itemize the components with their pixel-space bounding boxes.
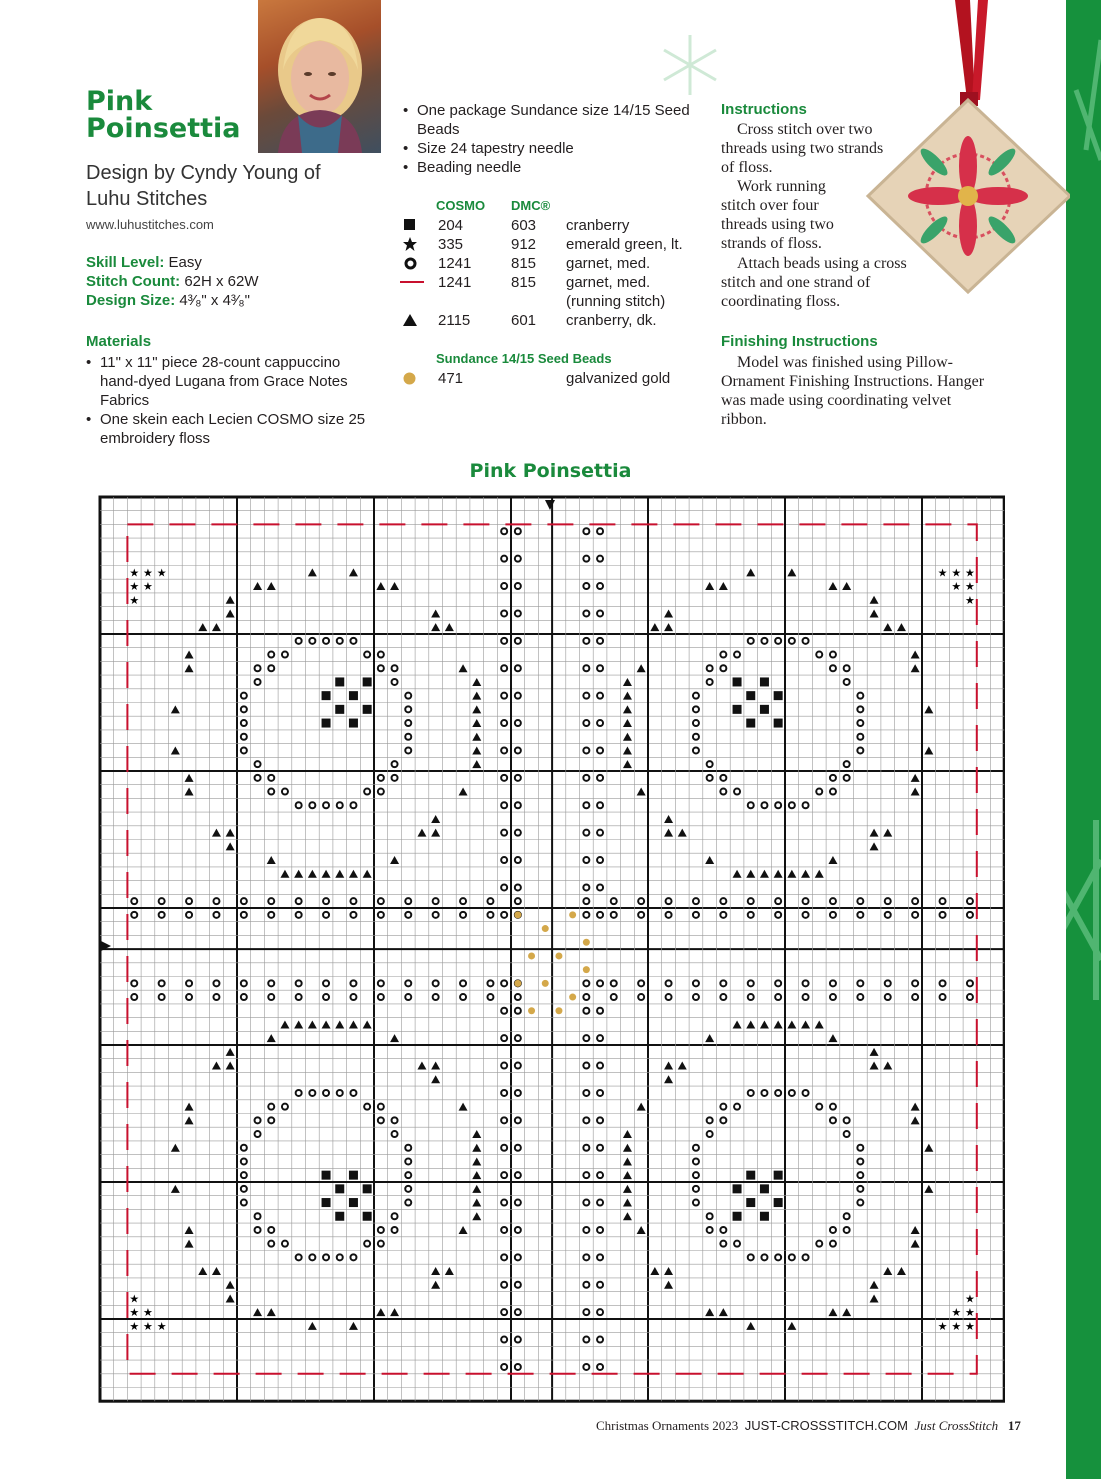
instructions-paragraph: Cross stitch over two threads using two strands of floss. bbox=[721, 121, 884, 176]
star-mark: ★ bbox=[156, 567, 167, 580]
key-col-cosmo: COSMO bbox=[436, 198, 486, 213]
key-col-dmc: DMC® bbox=[511, 198, 551, 213]
footer-brand: Just CrossStitch bbox=[914, 1418, 999, 1433]
finishing-paragraph: Model was finished using Pillow-Ornament Finishing Instructions. Hanger was made using coordinating velvet ribbon. bbox=[721, 354, 985, 428]
instructions-paragraph: Work running stitch over four threads using two strands of floss. bbox=[721, 178, 834, 252]
list-item: • Size 24 tapestry needle bbox=[403, 139, 693, 158]
square-mark bbox=[335, 1184, 344, 1193]
square-mark bbox=[760, 1212, 769, 1221]
square-mark bbox=[322, 719, 331, 728]
square-mark bbox=[760, 1184, 769, 1193]
star-mark: ★ bbox=[965, 1307, 975, 1320]
square-mark bbox=[746, 1171, 755, 1180]
bead-mark bbox=[583, 966, 590, 973]
snowflake-icon bbox=[1066, 0, 1101, 1479]
square-mark bbox=[733, 705, 742, 714]
list-item: • 11" x 11" piece 28-count cappuccino hand-dyed Lugana from Grace Notes Fabrics bbox=[86, 353, 378, 410]
star-mark: ★ bbox=[129, 594, 140, 607]
star-mark: ★ bbox=[965, 1293, 975, 1306]
star-mark: ★ bbox=[937, 1320, 948, 1333]
square-mark bbox=[774, 1171, 783, 1180]
star-mark: ★ bbox=[156, 1320, 167, 1333]
square-mark bbox=[363, 1184, 372, 1193]
materials-list bbox=[86, 353, 378, 448]
square-mark bbox=[363, 677, 372, 686]
square-mark bbox=[774, 691, 783, 700]
star-mark: ★ bbox=[951, 1320, 962, 1333]
footer-site[interactable]: JUST-CROSSSTITCH.COM bbox=[744, 1418, 908, 1433]
square-mark bbox=[774, 1198, 783, 1207]
footer-issue: Christmas Ornaments 2023 bbox=[596, 1418, 739, 1433]
key-row: 335 912 emerald green, lt. bbox=[400, 235, 720, 254]
list-item: • One package Sundance size 14/15 Seed Beads bbox=[403, 101, 693, 139]
cross-stitch-chart bbox=[97, 494, 1005, 1404]
square-mark bbox=[335, 677, 344, 686]
beads-heading: Sundance 14/15 Seed Beads bbox=[436, 351, 612, 366]
star-symbol-icon bbox=[403, 237, 417, 251]
bead-mark bbox=[583, 939, 590, 946]
finishing-heading: Finishing Instructions bbox=[721, 333, 878, 350]
star-mark: ★ bbox=[129, 1293, 140, 1306]
star-mark: ★ bbox=[951, 567, 962, 580]
key-row: 1241 815 garnet, med. bbox=[400, 254, 720, 273]
square-mark bbox=[760, 705, 769, 714]
designer-photo bbox=[258, 0, 381, 153]
bead-mark bbox=[555, 1007, 562, 1014]
bead-mark bbox=[514, 980, 521, 987]
star-mark: ★ bbox=[937, 567, 948, 580]
star-mark: ★ bbox=[965, 567, 975, 580]
bead-mark bbox=[528, 952, 535, 959]
star-mark: ★ bbox=[129, 567, 140, 580]
star-mark: ★ bbox=[143, 567, 153, 580]
star-mark: ★ bbox=[129, 581, 140, 594]
circle-symbol-icon bbox=[404, 257, 417, 270]
square-mark bbox=[733, 1184, 742, 1193]
bead-mark bbox=[542, 980, 549, 987]
square-mark bbox=[746, 691, 755, 700]
square-mark bbox=[349, 1171, 358, 1180]
materials-heading: Materials bbox=[86, 333, 152, 350]
chart-title: Pink Poinsettia bbox=[469, 460, 632, 482]
finished-ornament-photo bbox=[860, 0, 1070, 310]
square-symbol-icon bbox=[404, 219, 416, 231]
bead-mark bbox=[569, 994, 576, 1001]
square-mark bbox=[774, 719, 783, 728]
stitch-count: Stitch Count: 62H x 62W bbox=[86, 273, 259, 290]
instructions-heading: Instructions bbox=[721, 101, 807, 118]
key-row: 2115 601 cranberry, dk. bbox=[400, 311, 720, 330]
square-mark bbox=[322, 1198, 331, 1207]
square-mark bbox=[733, 1212, 742, 1221]
list-item: • One skein each Lecien COSMO size 25 embroidery floss bbox=[86, 410, 378, 448]
square-mark bbox=[335, 1212, 344, 1221]
bead-symbol-icon bbox=[403, 372, 416, 385]
square-mark bbox=[746, 719, 755, 728]
square-mark bbox=[335, 705, 344, 714]
star-mark: ★ bbox=[129, 1320, 140, 1333]
bead-mark bbox=[569, 911, 576, 918]
design-size: Design Size: 4³⁄₈" x 4³⁄₈" bbox=[86, 292, 250, 309]
square-mark bbox=[322, 691, 331, 700]
bead-mark bbox=[528, 1007, 535, 1014]
star-mark: ★ bbox=[129, 1307, 140, 1320]
bead-mark bbox=[542, 925, 549, 932]
star-mark: ★ bbox=[965, 594, 975, 607]
star-mark: ★ bbox=[951, 1307, 962, 1320]
skill-level: Skill Level: Easy bbox=[86, 254, 202, 271]
square-mark bbox=[733, 677, 742, 686]
designer-byline: Design by Cyndy Young of Luhu Stitches bbox=[86, 162, 321, 210]
star-mark: ★ bbox=[143, 1307, 153, 1320]
page-number: 17 bbox=[1007, 1418, 1021, 1433]
square-mark bbox=[349, 1198, 358, 1207]
side-color-bar bbox=[1066, 0, 1101, 1479]
star-mark: ★ bbox=[951, 581, 962, 594]
square-mark bbox=[349, 719, 358, 728]
page-footer bbox=[596, 1418, 1021, 1434]
chart-grid bbox=[100, 497, 1004, 1401]
square-mark bbox=[322, 1171, 331, 1180]
square-mark bbox=[363, 705, 372, 714]
star-mark: ★ bbox=[965, 581, 975, 594]
title-line-1: Pink bbox=[86, 86, 153, 117]
running-stitch-line-icon bbox=[400, 281, 424, 285]
triangle-symbol-icon bbox=[403, 314, 417, 326]
square-mark bbox=[349, 691, 358, 700]
key-row: 1241 815 garnet, med. (running stitch) bbox=[400, 273, 720, 311]
bead-mark bbox=[555, 952, 562, 959]
square-mark bbox=[746, 1198, 755, 1207]
snowflake-icon bbox=[655, 30, 725, 100]
bead-mark bbox=[514, 911, 521, 918]
supplies-list bbox=[403, 101, 693, 177]
designer-website-link[interactable]: www.luhustitches.com bbox=[86, 217, 214, 232]
list-item: • Beading needle bbox=[403, 158, 693, 177]
instructions-paragraph: Attach beads using a cross stitch and one strand of coordinating floss. bbox=[721, 255, 907, 310]
star-mark: ★ bbox=[143, 1320, 153, 1333]
key-row: 204 603 cranberry bbox=[400, 216, 720, 235]
star-mark: ★ bbox=[965, 1320, 975, 1333]
star-mark: ★ bbox=[143, 581, 153, 594]
key-row-bead: 471 galvanized gold bbox=[400, 369, 720, 388]
page-title bbox=[86, 88, 241, 142]
square-mark bbox=[760, 677, 769, 686]
square-mark bbox=[363, 1212, 372, 1221]
title-line-2: Poinsettia bbox=[86, 113, 241, 144]
